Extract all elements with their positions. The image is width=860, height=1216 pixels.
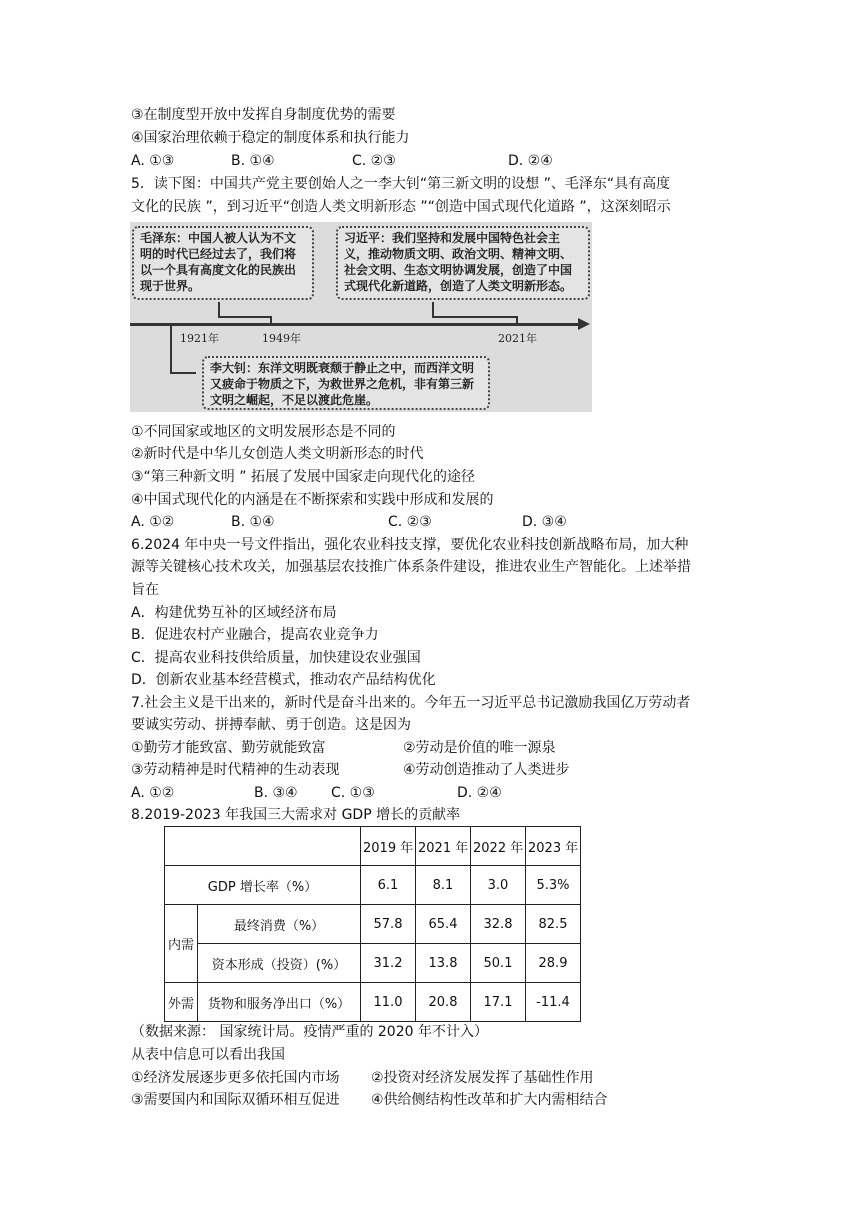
table-cell: 11.0	[361, 983, 416, 1022]
year-1921: 1921年	[180, 332, 219, 345]
q4-option-d[interactable]: D. ②④	[508, 153, 553, 169]
table-corner-cell	[165, 827, 361, 866]
q6-stem-line1: 6.2024 年中央一号文件指出，强化农业科技支撑，要优化农业科技创新战略布局，加大种	[131, 537, 689, 553]
q8-item-4: ④供给侧结构性改革和扩大内需相结合	[371, 1092, 608, 1108]
q6-option-c[interactable]: C．提高农业科技供给质量，加快建设农业强国	[131, 650, 421, 666]
q4-option-c[interactable]: C. ②③	[352, 153, 396, 169]
table-cell: 17.1	[471, 983, 526, 1022]
table-cell: 57.8	[361, 905, 416, 944]
row-group-waixu: 外需	[165, 983, 198, 1022]
q6-stem-line2: 源等关键核心技术攻关，加强基层农技推广体系条件建设，推进农业生产智能化。上述举措	[131, 559, 691, 575]
mao-quote-box: 毛泽东：中国人被人认为不文明的时代已经过去了，我们将以一个具有高度文化的民族出现于世界。	[132, 226, 314, 300]
connector-xi-h	[432, 316, 518, 318]
q7-option-a[interactable]: A. ①②	[131, 785, 175, 801]
q6-stem-line3: 旨在	[131, 582, 159, 598]
row-label-capital: 资本形成（投资）(%）	[198, 944, 361, 983]
timeline-figure	[130, 222, 592, 412]
xi-quote-box: 习近平：我们坚持和发展中国特色社会主义，推动物质文明、政治文明、精神文明、社会文明、生态文明协调发展，创造了中国式现代化新道路，创造了人类文明新形态。	[336, 226, 590, 300]
q7-option-b[interactable]: B. ③④	[254, 785, 298, 801]
connector-mao-h	[218, 316, 270, 318]
year-header: 2019 年	[361, 827, 416, 866]
q6-option-a[interactable]: A．构建优势互补的区域经济布局	[131, 605, 337, 621]
connector-1921	[170, 324, 172, 374]
option-item-3: ③在制度型开放中发挥自身制度优势的需要	[131, 107, 396, 123]
q8-item-3: ③需要国内和国际双循环相互促进	[131, 1092, 340, 1108]
year-header: 2022 年	[471, 827, 526, 866]
table-cell: 28.9	[526, 944, 581, 983]
table-cell: 20.8	[416, 983, 471, 1022]
q5-item-3: ③“第三种新文明 ” 拓展了发展中国家走向现代化的途径	[131, 469, 475, 485]
q8-source-note: （数据来源： 国家统计局。疫情严重的 2020 年不计入）	[131, 1024, 488, 1040]
q8-title: 8.2019-2023 年我国三大需求对 GDP 增长的贡献率	[131, 807, 461, 823]
q7-option-c[interactable]: C. ①③	[331, 785, 375, 801]
row-label-consumption: 最终消费（%）	[198, 905, 361, 944]
q8-stem: 从表中信息可以看出我国	[131, 1047, 285, 1063]
year-header: 2023 年	[526, 827, 581, 866]
table-cell: 6.1	[361, 866, 416, 905]
q7-item-3: ③劳动精神是时代精神的生动表现	[131, 762, 340, 778]
table-cell: 31.2	[361, 944, 416, 983]
q4-option-b[interactable]: B. ①④	[231, 153, 275, 169]
q5-option-d[interactable]: D. ③④	[522, 514, 567, 530]
q5-item-1: ①不同国家或地区的文明发展形态是不同的	[131, 424, 396, 440]
table-cell: -11.4	[526, 983, 581, 1022]
q5-item-2: ②新时代是中华儿女创造人类文明新形态的时代	[131, 446, 424, 462]
row-label-gdp: GDP 增长率（%）	[165, 866, 361, 905]
q5-stem-line1: 5．读下图：中国共产党主要创始人之一李大钊“第三新文明的设想 ”、毛泽东“具有高度	[131, 176, 671, 192]
table-header-row	[165, 827, 581, 866]
connector-li	[170, 372, 196, 374]
table-cell: 50.1	[471, 944, 526, 983]
row-group-neixu: 内需	[165, 905, 198, 983]
year-header: 2021 年	[416, 827, 471, 866]
q6-option-b[interactable]: B．促进农村产业融合，提高农业竞争力	[131, 627, 379, 643]
q6-option-d[interactable]: D．创新农业基本经营模式，推动农产品结构优化	[131, 672, 436, 688]
q7-stem-line1: 7.社会主义是干出来的，新时代是奋斗出来的。今年五一习近平总书记激励我国亿万劳动者	[131, 695, 691, 711]
row-label-export: 货物和服务净出口（%）	[198, 983, 361, 1022]
table-cell: 65.4	[416, 905, 471, 944]
q7-option-d[interactable]: D. ②④	[457, 785, 502, 801]
table-cell: 5.3%	[526, 866, 581, 905]
timeline-axis	[130, 323, 580, 326]
option-item-4: ④国家治理依赖于稳定的制度体系和执行能力	[131, 130, 410, 146]
q7-item-1: ①勤劳才能致富、勤劳就能致富	[131, 740, 326, 756]
q4-option-a[interactable]: A. ①③	[131, 153, 175, 169]
table-row-consumption	[165, 905, 581, 944]
table-cell: 13.8	[416, 944, 471, 983]
table-row-capital	[165, 944, 581, 983]
q5-stem-line2: 文化的民族 ”，到习近平“创造人类文明新形态 ”“创造中国式现代化道路 ”，这深刻昭示	[131, 199, 671, 215]
table-row-gdp	[165, 866, 581, 905]
table-cell: 3.0	[471, 866, 526, 905]
q5-option-a[interactable]: A. ①②	[131, 514, 175, 530]
table-cell: 82.5	[526, 905, 581, 944]
table-cell: 32.8	[471, 905, 526, 944]
table-row-export	[165, 983, 581, 1022]
q5-item-4: ④中国式现代化的内涵是在不断探索和实践中形成和发展的	[131, 492, 494, 508]
q8-item-2: ②投资对经济发展发挥了基础性作用	[371, 1070, 594, 1086]
year-2021: 2021年	[498, 332, 537, 345]
table-cell: 8.1	[416, 866, 471, 905]
q8-item-1: ①经济发展逐步更多依托国内市场	[131, 1070, 340, 1086]
q5-option-b[interactable]: B. ①④	[231, 514, 275, 530]
timeline-arrowhead	[578, 318, 590, 330]
q7-item-4: ④劳动创造推动了人类进步	[403, 762, 570, 778]
li-quote-box: 李大钊：东洋文明既衰颓于静止之中，而西洋文明又疲命于物质之下，为救世界之危机，非有第三新文明之崛起，不足以渡此危崖。	[202, 356, 490, 410]
year-1949: 1949年	[262, 332, 301, 345]
q7-stem-line2: 要诚实劳动、拼搏奉献、勇于创造。这是因为	[131, 717, 411, 733]
q5-option-c[interactable]: C. ②③	[388, 514, 432, 530]
q7-item-2: ②劳动是价值的唯一源泉	[403, 740, 556, 756]
gdp-contribution-table	[164, 826, 581, 1022]
